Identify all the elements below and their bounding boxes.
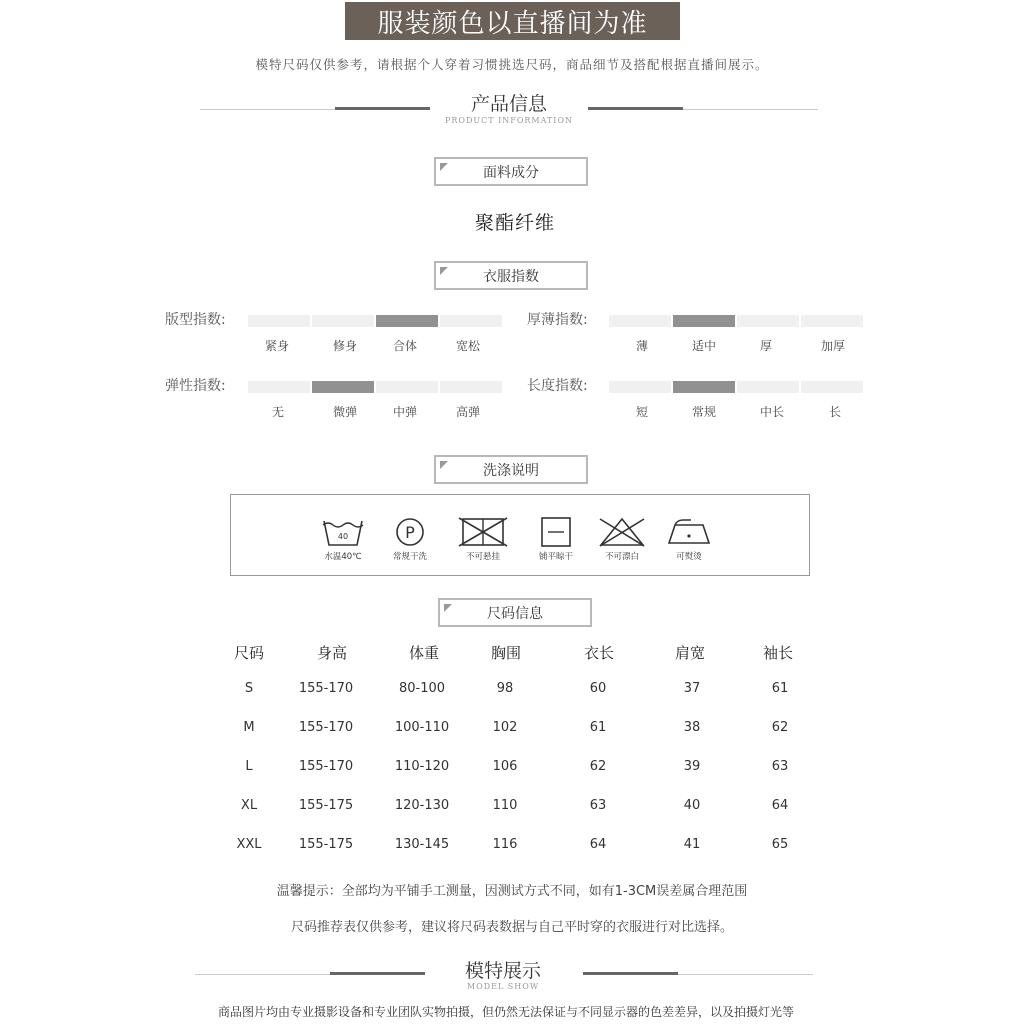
- iron-icon: [665, 517, 713, 547]
- weight-cell: 130-145: [394, 837, 450, 852]
- wash-item: [657, 517, 721, 562]
- sleeve-cell: 61: [771, 681, 789, 696]
- fit-index-bar: [248, 315, 502, 327]
- wash-caption: 不可漂白: [604, 552, 639, 562]
- bar-segment: [440, 381, 502, 393]
- weight-cell: 100-110: [394, 720, 450, 735]
- height-cell: 155-175: [298, 798, 354, 813]
- size-header: 衣长: [583, 644, 614, 662]
- chest-cell: 110: [492, 798, 518, 813]
- thickness-index-label: 厚薄指数:: [527, 312, 588, 328]
- chest-cell: 98: [496, 681, 514, 696]
- size-header: 尺码: [233, 644, 264, 662]
- sleeve-cell: 64: [771, 798, 789, 813]
- size-cell: XL: [240, 798, 258, 813]
- length-cell: 62: [589, 759, 607, 774]
- bar-segment: [737, 381, 799, 393]
- chest-cell: 106: [492, 759, 518, 774]
- model-show-subtitle: MODEL SHOW: [466, 982, 540, 991]
- bar-segment-selected: [673, 315, 735, 327]
- weight-cell: 80-100: [398, 681, 446, 696]
- bar-segment: [376, 381, 438, 393]
- wash-item: [590, 517, 654, 562]
- sleeve-cell: 62: [771, 720, 789, 735]
- sleeve-cell: 63: [771, 759, 789, 774]
- weight-cell: 110-120: [394, 759, 450, 774]
- height-cell: 155-170: [298, 759, 354, 774]
- sleeve-cell: 65: [771, 837, 789, 852]
- wash-caption: 常规干洗: [392, 552, 427, 562]
- flat-dry-icon: [534, 517, 578, 547]
- elasticity-option: 微弹: [332, 405, 357, 419]
- height-cell: 155-170: [298, 681, 354, 696]
- size-cell: S: [244, 681, 254, 696]
- bar-segment-selected: [312, 381, 374, 393]
- fit-index-label: 版型指数:: [165, 312, 226, 328]
- washing-instructions-box: [230, 494, 810, 576]
- fit-option: 宽松: [455, 339, 480, 353]
- bar-segment: [609, 381, 671, 393]
- elasticity-option: 无: [271, 405, 284, 419]
- washing-label-box: [434, 455, 588, 484]
- color-notice-banner: 服装颜色以直播间为准: [345, 2, 680, 40]
- corner-mark-icon: [440, 267, 448, 275]
- dry-clean-icon: [388, 517, 432, 547]
- shoulder-cell: 40: [683, 798, 701, 813]
- bar-segment: [248, 381, 310, 393]
- bar-segment: [312, 315, 374, 327]
- size-info-label: 尺码信息: [487, 605, 543, 622]
- length-cell: 64: [589, 837, 607, 852]
- bar-segment-selected: [673, 381, 735, 393]
- svg-text:P: P: [405, 523, 415, 542]
- weight-cell: 120-130: [394, 798, 450, 813]
- shoulder-cell: 39: [683, 759, 701, 774]
- bar-segment-selected: [376, 315, 438, 327]
- length-cell: 61: [589, 720, 607, 735]
- thickness-option: 厚: [759, 339, 772, 353]
- wash-caption: 铺平晾干: [538, 552, 573, 562]
- bar-segment: [440, 315, 502, 327]
- thickness-option: 薄: [635, 339, 648, 353]
- wash-40-icon: [321, 517, 365, 547]
- bar-segment: [609, 315, 671, 327]
- shoulder-cell: 38: [683, 720, 701, 735]
- size-recommendation-note: 尺码推荐表仅供参考，建议将尺码表数据与自己平时穿的衣服进行对比选择。: [290, 920, 733, 935]
- elasticity-index-label: 弹性指数:: [165, 378, 226, 394]
- size-header: 身高: [316, 644, 347, 662]
- elasticity-index-bar: [248, 381, 502, 393]
- size-cell: M: [243, 720, 255, 735]
- bar-segment: [248, 315, 310, 327]
- elasticity-option: 高弹: [455, 405, 480, 419]
- size-header: 肩宽: [674, 644, 705, 662]
- length-option: 常规: [691, 405, 716, 419]
- corner-mark-icon: [444, 604, 452, 612]
- height-cell: 155-170: [298, 720, 354, 735]
- product-info-subtitle: PRODUCT INFORMATION: [445, 116, 573, 125]
- size-header: 体重: [408, 644, 439, 662]
- length-cell: 63: [589, 798, 607, 813]
- length-index-label: 长度指数:: [527, 378, 588, 394]
- clothing-index-label: 衣服指数: [483, 268, 539, 285]
- chest-cell: 116: [492, 837, 518, 852]
- wash-caption: 水温40℃: [324, 552, 362, 562]
- fit-option: 修身: [332, 339, 357, 353]
- bar-segment: [801, 381, 863, 393]
- length-option: 长: [828, 405, 841, 419]
- no-bleach-icon: [597, 517, 647, 547]
- model-show-title: 模特展示: [464, 960, 541, 982]
- corner-mark-icon: [440, 163, 448, 171]
- elasticity-option: 中弹: [392, 405, 417, 419]
- chest-cell: 102: [492, 720, 518, 735]
- thickness-index-bar: [609, 315, 863, 327]
- wash-caption: 可熨烫: [676, 552, 702, 562]
- product-info-title: 产品信息: [470, 93, 547, 115]
- bar-segment: [737, 315, 799, 327]
- size-cell: XXL: [236, 837, 262, 852]
- wash-item: [311, 517, 375, 562]
- fabric-label: 面料成分: [483, 164, 539, 181]
- no-hang-dry-icon: [458, 517, 508, 547]
- size-info-label-box: [438, 598, 592, 627]
- size-cell: L: [245, 759, 253, 774]
- size-header: 胸围: [490, 644, 521, 662]
- fit-option: 合体: [392, 339, 417, 353]
- clothing-index-label-box: [434, 261, 588, 290]
- model-show-disclaimer: 商品图片均由专业摄影设备和专业团队实物拍摄，但仍然无法保证与不同显示器的色差差异，以及拍摄灯光等: [218, 1005, 795, 1019]
- model-size-tagline: 模特尺码仅供参考，请根据个人穿着习惯挑选尺码，商品细节及搭配根据直播间展示。: [255, 57, 769, 72]
- washing-label: 洗涤说明: [483, 462, 539, 479]
- measurement-note: 温馨提示：全部均为平铺手工测量，因测试方式不同，如有1-3CM误差属合理范围: [276, 884, 748, 899]
- fabric-label-box: [434, 157, 588, 186]
- fabric-value: 聚酯纤维: [474, 212, 555, 234]
- wash-item: [378, 517, 442, 562]
- height-cell: 155-175: [298, 837, 354, 852]
- bar-segment: [801, 315, 863, 327]
- thickness-option: 加厚: [820, 339, 845, 353]
- corner-mark-icon: [440, 461, 448, 469]
- length-index-bar: [609, 381, 863, 393]
- shoulder-cell: 41: [683, 837, 701, 852]
- length-cell: 60: [589, 681, 607, 696]
- wash-item: [451, 517, 515, 562]
- fit-option: 紧身: [264, 339, 289, 353]
- size-header: 袖长: [762, 644, 793, 662]
- wash-caption: 不可悬挂: [465, 552, 500, 562]
- svg-text:40: 40: [337, 532, 349, 541]
- thickness-option: 适中: [691, 339, 716, 353]
- length-option: 短: [635, 405, 648, 419]
- wash-item: [524, 517, 588, 562]
- length-option: 中长: [759, 405, 784, 419]
- shoulder-cell: 37: [683, 681, 701, 696]
